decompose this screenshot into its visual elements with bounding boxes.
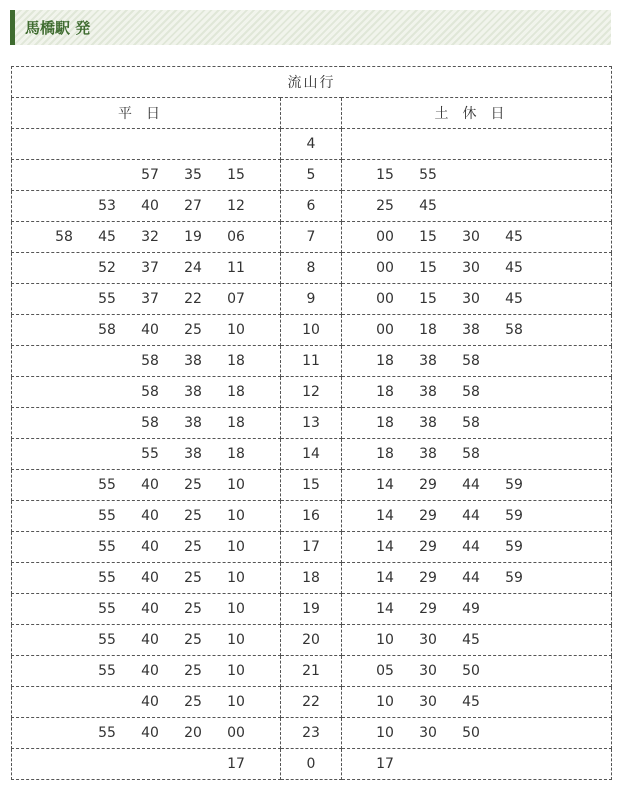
weekday-minute: 10 (227, 508, 245, 524)
holiday-minutes-cell (342, 253, 612, 284)
holiday-minutes-cell (342, 346, 612, 377)
weekday-minute: 11 (227, 260, 245, 276)
holiday-minute: 38 (419, 446, 437, 462)
weekday-minutes-cell (12, 687, 281, 718)
weekday-minute: 32 (141, 229, 159, 245)
hour-cell: 18 (281, 563, 342, 594)
table-row (12, 656, 612, 687)
weekday-minute: 18 (227, 415, 245, 431)
holiday-minute: 30 (419, 632, 437, 648)
holiday-minute: 14 (376, 570, 394, 586)
timetable (11, 66, 612, 780)
weekday-minute: 25 (184, 570, 202, 586)
holiday-minute: 29 (419, 539, 437, 555)
holiday-minute: 45 (419, 198, 437, 214)
holiday-minute: 15 (419, 260, 437, 276)
weekday-minute: 40 (141, 694, 159, 710)
weekday-minute: 25 (184, 694, 202, 710)
weekday-minute: 24 (184, 260, 202, 276)
holiday-minute: 44 (462, 570, 480, 586)
weekday-minute: 45 (98, 229, 116, 245)
weekday-minute: 55 (98, 508, 116, 524)
hour-cell: 6 (281, 191, 342, 222)
weekday-minute: 38 (184, 384, 202, 400)
holiday-minute: 45 (505, 291, 523, 307)
weekday-minutes-cell (12, 501, 281, 532)
holiday-minute: 14 (376, 601, 394, 617)
table-row (12, 687, 612, 718)
weekday-minute: 25 (184, 663, 202, 679)
holiday-minutes-cell (342, 625, 612, 656)
weekday-minute: 38 (184, 415, 202, 431)
weekday-minute: 15 (227, 167, 245, 183)
holiday-minute: 29 (419, 508, 437, 524)
table-row (12, 222, 612, 253)
holiday-minutes-cell (342, 749, 612, 780)
holiday-minute: 30 (419, 725, 437, 741)
weekday-minute: 25 (184, 477, 202, 493)
table-row (12, 594, 612, 625)
holiday-minute: 45 (462, 632, 480, 648)
weekday-minute: 40 (141, 725, 159, 741)
table-row (12, 253, 612, 284)
weekday-minute: 25 (184, 322, 202, 338)
table-row (12, 532, 612, 563)
holiday-minute: 58 (462, 415, 480, 431)
weekday-minute: 25 (184, 539, 202, 555)
holiday-minute: 10 (376, 725, 394, 741)
weekday-minute: 58 (55, 229, 73, 245)
weekday-minutes-cell (12, 594, 281, 625)
hour-cell: 8 (281, 253, 342, 284)
weekday-minute: 10 (227, 322, 245, 338)
holiday-minutes-cell (342, 718, 612, 749)
holiday-minute: 25 (376, 198, 394, 214)
weekday-minutes-cell (12, 160, 281, 191)
weekday-minute: 52 (98, 260, 116, 276)
hour-cell: 7 (281, 222, 342, 253)
weekday-minutes-cell (12, 191, 281, 222)
holiday-minutes-cell (342, 532, 612, 563)
weekday-minute: 55 (98, 570, 116, 586)
weekday-minute: 17 (227, 756, 245, 772)
hour-cell: 22 (281, 687, 342, 718)
holiday-header: 土休日 (342, 98, 612, 129)
holiday-minute: 58 (462, 353, 480, 369)
weekday-minutes-cell (12, 346, 281, 377)
weekday-minute: 18 (227, 384, 245, 400)
holiday-minutes-cell (342, 687, 612, 718)
holiday-minute: 30 (462, 229, 480, 245)
holiday-minutes-cell (342, 594, 612, 625)
holiday-minute: 59 (505, 570, 523, 586)
hour-cell: 9 (281, 284, 342, 315)
weekday-minute: 25 (184, 601, 202, 617)
holiday-minute: 17 (376, 756, 394, 772)
table-row (12, 284, 612, 315)
weekday-minute: 40 (141, 508, 159, 524)
holiday-minutes-cell (342, 377, 612, 408)
holiday-minute: 29 (419, 601, 437, 617)
hour-cell: 10 (281, 315, 342, 346)
holiday-minutes-cell (342, 563, 612, 594)
holiday-minutes-cell (342, 315, 612, 346)
holiday-minute: 18 (419, 322, 437, 338)
hour-cell: 0 (281, 749, 342, 780)
holiday-minutes-cell (342, 129, 612, 160)
table-row (12, 718, 612, 749)
table-row (12, 346, 612, 377)
holiday-minute: 18 (376, 446, 394, 462)
holiday-minute: 18 (376, 353, 394, 369)
hour-cell: 12 (281, 377, 342, 408)
weekday-minute: 10 (227, 601, 245, 617)
holiday-minute: 00 (376, 291, 394, 307)
holiday-minute: 58 (462, 384, 480, 400)
hour-cell: 21 (281, 656, 342, 687)
weekday-minute: 10 (227, 663, 245, 679)
holiday-minute: 44 (462, 477, 480, 493)
weekday-minutes-cell (12, 563, 281, 594)
hour-cell: 4 (281, 129, 342, 160)
holiday-minutes-cell (342, 191, 612, 222)
column-header-row (12, 98, 612, 129)
holiday-minute: 29 (419, 570, 437, 586)
direction-label: 流山行 (12, 67, 612, 98)
hour-header (281, 98, 342, 129)
holiday-minutes-cell (342, 656, 612, 687)
weekday-minutes-cell (12, 439, 281, 470)
holiday-minute: 58 (462, 446, 480, 462)
holiday-minute: 49 (462, 601, 480, 617)
holiday-minute: 14 (376, 508, 394, 524)
weekday-minutes-cell (12, 718, 281, 749)
weekday-minute: 40 (141, 539, 159, 555)
holiday-minute: 05 (376, 663, 394, 679)
holiday-minutes-cell (342, 470, 612, 501)
weekday-minute: 10 (227, 570, 245, 586)
weekday-minute: 40 (141, 570, 159, 586)
weekday-minute: 58 (141, 353, 159, 369)
holiday-minute: 29 (419, 477, 437, 493)
weekday-minute: 18 (227, 446, 245, 462)
holiday-minute: 45 (505, 260, 523, 276)
weekday-minute: 55 (98, 632, 116, 648)
holiday-minute: 14 (376, 539, 394, 555)
weekday-minute: 55 (98, 663, 116, 679)
hour-cell: 13 (281, 408, 342, 439)
holiday-minute: 30 (419, 663, 437, 679)
weekday-minute: 55 (98, 291, 116, 307)
station-title: 馬橋駅 発 (25, 19, 91, 37)
table-row (12, 191, 612, 222)
weekday-minute: 40 (141, 322, 159, 338)
holiday-minute: 10 (376, 632, 394, 648)
weekday-minutes-cell (12, 470, 281, 501)
weekday-minute: 20 (184, 725, 202, 741)
hour-cell: 15 (281, 470, 342, 501)
weekday-minute: 53 (98, 198, 116, 214)
holiday-minute: 15 (419, 229, 437, 245)
holiday-minute: 10 (376, 694, 394, 710)
weekday-minute: 10 (227, 632, 245, 648)
weekday-minutes-cell (12, 408, 281, 439)
table-row (12, 129, 612, 160)
weekday-minutes-cell (12, 253, 281, 284)
hour-cell: 19 (281, 594, 342, 625)
weekday-minute: 27 (184, 198, 202, 214)
weekday-minute: 19 (184, 229, 202, 245)
holiday-minute: 45 (505, 229, 523, 245)
hour-cell: 17 (281, 532, 342, 563)
holiday-minute: 00 (376, 260, 394, 276)
weekday-minute: 58 (141, 384, 159, 400)
weekday-minute: 40 (141, 601, 159, 617)
weekday-minute: 57 (141, 167, 159, 183)
weekday-minute: 40 (141, 198, 159, 214)
weekday-minutes-cell (12, 222, 281, 253)
table-row (12, 470, 612, 501)
weekday-minute: 55 (98, 477, 116, 493)
holiday-minute: 38 (419, 353, 437, 369)
weekday-minute: 58 (98, 322, 116, 338)
holiday-minute: 30 (462, 291, 480, 307)
weekday-minute: 40 (141, 477, 159, 493)
weekday-minutes-cell (12, 129, 281, 160)
holiday-minute: 00 (376, 322, 394, 338)
weekday-minute: 12 (227, 198, 245, 214)
table-row (12, 625, 612, 656)
holiday-minute: 15 (376, 167, 394, 183)
hour-cell: 23 (281, 718, 342, 749)
weekday-minute: 06 (227, 229, 245, 245)
holiday-minute: 18 (376, 384, 394, 400)
table-row (12, 749, 612, 780)
weekday-minutes-cell (12, 532, 281, 563)
holiday-minutes-cell (342, 160, 612, 191)
table-row (12, 563, 612, 594)
weekday-minute: 18 (227, 353, 245, 369)
holiday-minutes-cell (342, 501, 612, 532)
holiday-minute: 14 (376, 477, 394, 493)
holiday-minute: 30 (419, 694, 437, 710)
table-row (12, 408, 612, 439)
holiday-minute: 44 (462, 539, 480, 555)
weekday-minute: 10 (227, 477, 245, 493)
weekday-minute: 40 (141, 663, 159, 679)
direction-row (12, 67, 612, 98)
holiday-minute: 50 (462, 725, 480, 741)
holiday-minute: 59 (505, 508, 523, 524)
weekday-minutes-cell (12, 625, 281, 656)
weekday-minute: 55 (141, 446, 159, 462)
weekday-minute: 22 (184, 291, 202, 307)
weekday-minutes-cell (12, 656, 281, 687)
weekday-minute: 35 (184, 167, 202, 183)
hour-cell: 14 (281, 439, 342, 470)
hour-cell: 16 (281, 501, 342, 532)
weekday-minute: 25 (184, 508, 202, 524)
weekday-minute: 40 (141, 632, 159, 648)
weekday-minute: 10 (227, 694, 245, 710)
holiday-minute: 00 (376, 229, 394, 245)
weekday-minute: 58 (141, 415, 159, 431)
hour-cell: 20 (281, 625, 342, 656)
weekday-minute: 37 (141, 260, 159, 276)
holiday-minute: 30 (462, 260, 480, 276)
weekday-minute: 10 (227, 539, 245, 555)
weekday-minute: 55 (98, 539, 116, 555)
station-header (10, 10, 611, 45)
weekday-minutes-cell (12, 315, 281, 346)
holiday-minute: 59 (505, 477, 523, 493)
weekday-minute: 55 (98, 725, 116, 741)
table-row (12, 377, 612, 408)
holiday-minute: 38 (419, 415, 437, 431)
weekday-minute: 25 (184, 632, 202, 648)
hour-cell: 11 (281, 346, 342, 377)
holiday-minutes-cell (342, 408, 612, 439)
holiday-minute: 15 (419, 291, 437, 307)
holiday-minute: 59 (505, 539, 523, 555)
weekday-minute: 38 (184, 446, 202, 462)
weekday-header: 平日 (12, 98, 281, 129)
holiday-minutes-cell (342, 222, 612, 253)
holiday-minutes-cell (342, 439, 612, 470)
weekday-minutes-cell (12, 377, 281, 408)
table-row (12, 501, 612, 532)
table-row (12, 315, 612, 346)
weekday-minute: 55 (98, 601, 116, 617)
holiday-minute: 38 (419, 384, 437, 400)
holiday-minute: 38 (462, 322, 480, 338)
weekday-minute: 37 (141, 291, 159, 307)
holiday-minutes-cell (342, 284, 612, 315)
holiday-minute: 58 (505, 322, 523, 338)
hour-cell: 5 (281, 160, 342, 191)
table-row (12, 160, 612, 191)
weekday-minute: 00 (227, 725, 245, 741)
weekday-minutes-cell (12, 284, 281, 315)
table-row (12, 439, 612, 470)
holiday-minute: 45 (462, 694, 480, 710)
holiday-minute: 55 (419, 167, 437, 183)
holiday-minute: 50 (462, 663, 480, 679)
weekday-minute: 38 (184, 353, 202, 369)
timetable-body (12, 67, 612, 780)
holiday-minute: 18 (376, 415, 394, 431)
holiday-minute: 44 (462, 508, 480, 524)
weekday-minute: 07 (227, 291, 245, 307)
weekday-minutes-cell (12, 749, 281, 780)
